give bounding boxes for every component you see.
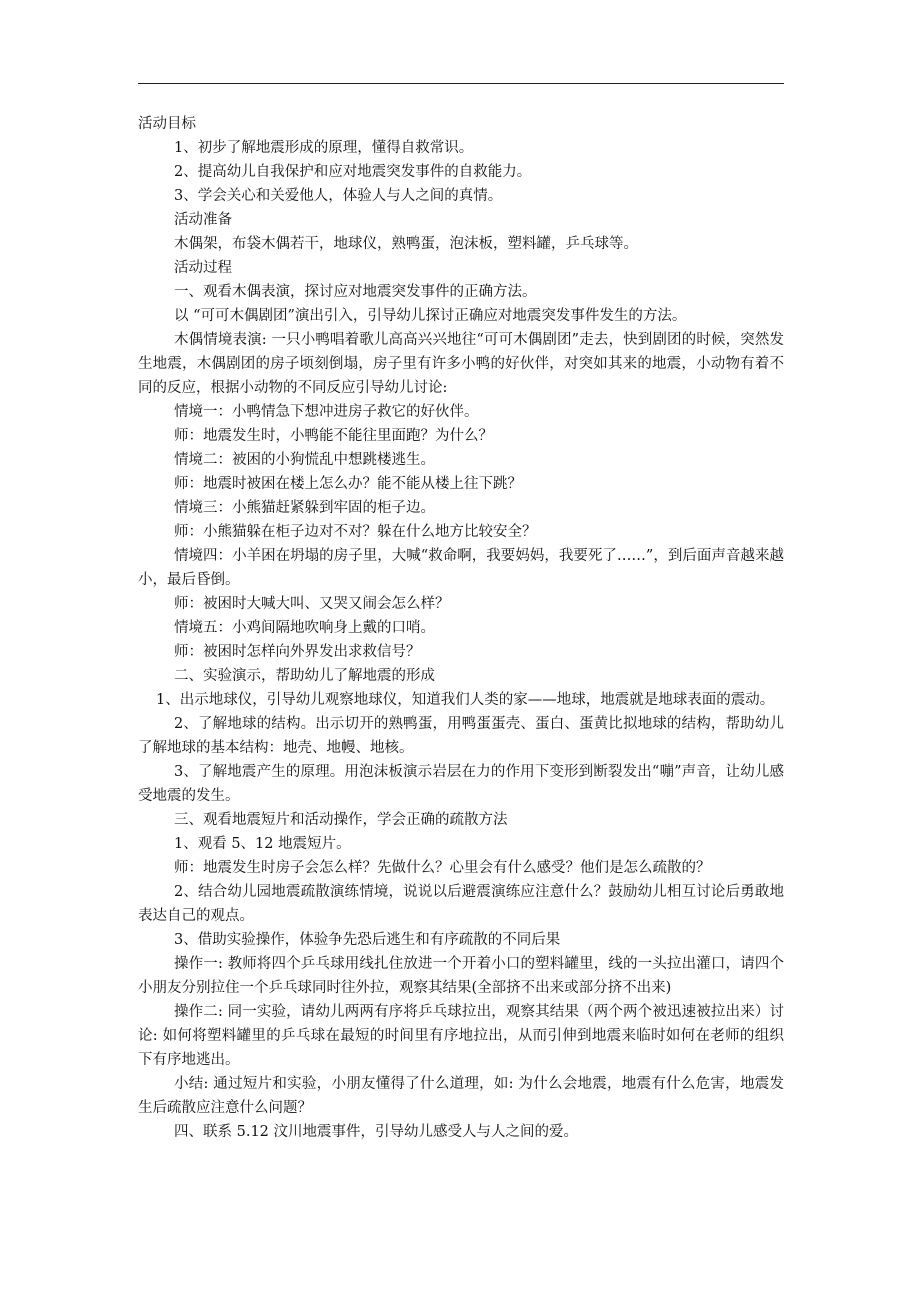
step-3-item-3: 3、借助实验操作，体验争先恐后逃生和有序疏散的不同后果 xyxy=(174,932,561,948)
document-body xyxy=(138,112,784,1144)
section-heading-process: 活动过程 xyxy=(174,260,232,276)
process-step-2-heading: 二、实验演示，帮助幼儿了解地震的形成 xyxy=(174,668,435,684)
teacher-question-2: 师：地震时被困在楼上怎么办？能不能从楼上往下跳？ xyxy=(174,476,522,492)
step-2-item-2: 2、了解地球的结构。出示切开的熟鸭蛋，用鸭蛋蛋壳、蛋白、蛋黄比拟地球的结构，帮助幼儿了解地球的基本结构：地壳、地幔、地核。 xyxy=(138,716,784,756)
step-3-item-1: 1、观看 5、12 地震短片。 xyxy=(174,836,351,852)
section-heading-goals: 活动目标 xyxy=(138,116,196,132)
preparation-materials: 木偶架，布袋木偶若干，地球仪，熟鸭蛋，泡沫板，塑料罐，乒乓球等。 xyxy=(174,236,638,252)
teacher-question-6: 师：地震发生时房子会怎么样？先做什么？心里会有什么感受？他们是怎么疏散的？ xyxy=(174,860,711,876)
teacher-question-1: 师：地震发生时，小鸭能不能往里面跑？为什么？ xyxy=(174,428,493,444)
teacher-question-5: 师：被困时怎样向外界发出求救信号？ xyxy=(174,644,421,660)
goal-item-1: 1、初步了解地震形成的原理，懂得自救常识。 xyxy=(174,140,474,156)
step-2-item-3: 3、了解地震产生的原理。用泡沫板演示岩层在力的作用下变形到断裂发出“嘣”声音，让幼儿感受地震的发生。 xyxy=(138,764,784,804)
header-rule xyxy=(138,83,784,84)
puppet-show-description: 木偶情境表演: 一只小鸭唱着歌儿高高兴兴地往“可可木偶剧团”走去，快到剧团的时候，突然发生地震，木偶剧团的房子顷刻倒塌，房子里有许多小鸭的好伙伴，对突如其来的地震，小动物有着不同的反应，根据小动物的不同反应引导幼儿讨论: xyxy=(138,332,784,396)
scenario-4: 情境四：小羊困在坍塌的房子里，大喊“救命啊，我要妈妈，我要死了……”，到后面声音越来越小，最后昏倒。 xyxy=(138,548,784,588)
process-step-1-intro: 以 “可可木偶剧团”演出引入，引导幼儿探讨正确应对地震突发事件发生的方法。 xyxy=(174,308,687,324)
teacher-question-4: 师：被困时大喊大叫、又哭又闹会怎么样？ xyxy=(174,596,450,612)
scenario-2: 情境二：被困的小狗慌乱中想跳楼逃生。 xyxy=(174,452,435,468)
operation-1: 操作一: 教师将四个乒乓球用线扎住放进一个开着小口的塑料罐里，线的一头拉出灌口，请四个小朋友分别拉住一个乒乓球同时往外拉，观察其结果(全部挤不出来或部分挤不出来) xyxy=(138,956,784,996)
step-2-item-1: 1、出示地球仪，引导幼儿观察地球仪，知道我们人类的家——地球，地震就是地球表面的震动。 xyxy=(156,692,775,708)
process-step-3-heading: 三、观看地震短片和活动操作，学会正确的疏散方法 xyxy=(174,812,508,828)
scenario-3: 情境三：小熊猫赶紧躲到牢固的柜子边。 xyxy=(174,500,435,516)
process-step-1-heading: 一、观看木偶表演，探讨应对地震突发事件的正确方法。 xyxy=(174,284,537,300)
scenario-5: 情境五：小鸡间隔地吹响身上戴的口哨。 xyxy=(174,620,435,636)
goal-item-3: 3、学会关心和关爱他人，体验人与人之间的真情。 xyxy=(174,188,503,204)
teacher-question-3: 师：小熊猫躲在柜子边对不对？躲在什么地方比较安全？ xyxy=(174,524,537,540)
scenario-1: 情境一：小鸭情急下想冲进房子救它的好伙伴。 xyxy=(174,404,479,420)
goal-item-2: 2、提高幼儿自我保护和应对地震突发事件的自救能力。 xyxy=(174,164,532,180)
section-heading-preparation: 活动准备 xyxy=(174,212,232,228)
summary: 小结: 通过短片和实验，小朋友懂得了什么道理，如: 为什么会地震，地震有什么危害，地震发生后疏散应注意什么问题？ xyxy=(138,1076,784,1116)
operation-2: 操作二: 同一实验，请幼儿两两有序将乒乓球拉出，观察其结果（两个两个被迅速被拉出来）讨论: 如何将塑料罐里的乒乓球在最短的时间里有序地拉出，从而引伸到地震来临时如何在老师的组织下有序地逃出。 xyxy=(138,1004,784,1068)
step-3-item-2: 2、结合幼儿园地震疏散演练情境，说说以后避震演练应注意什么？鼓励幼儿相互讨论后勇敢地表达自己的观点。 xyxy=(138,884,784,924)
process-step-4-heading: 四、联系 5.12 汶川地震事件，引导幼儿感受人与人之间的爱。 xyxy=(174,1124,579,1140)
